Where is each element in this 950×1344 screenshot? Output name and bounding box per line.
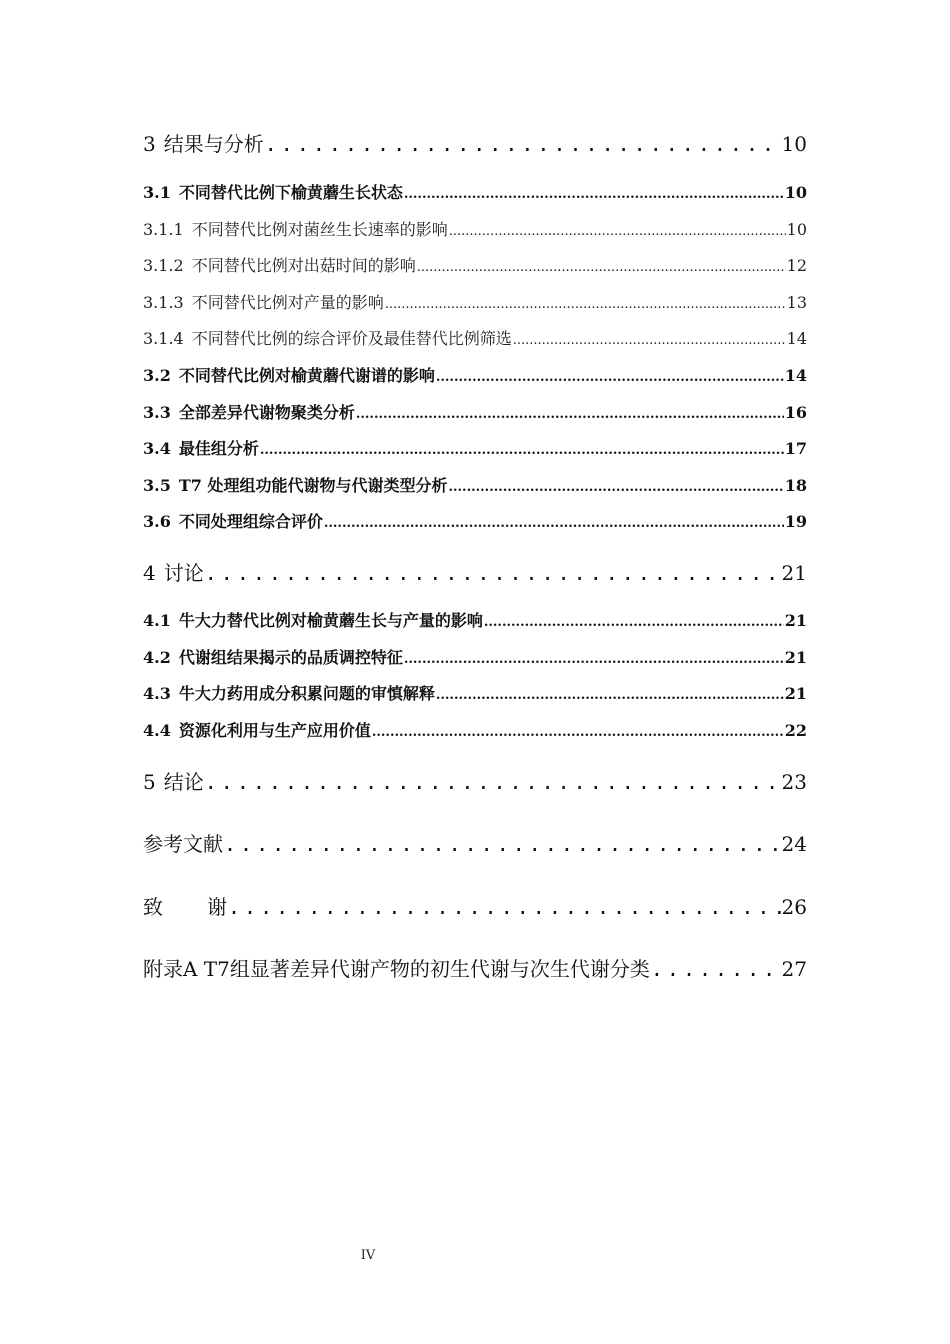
toc-entry-number: 3.2 — [143, 366, 171, 385]
toc-entry-page: 21 — [781, 561, 807, 585]
dot-leader — [356, 407, 784, 422]
toc-entry-page: 10 — [786, 220, 807, 239]
toc-entry-title: 不同替代比例下榆黄蘑生长状态 — [178, 183, 403, 202]
toc-entry-number: 3.1.2 — [143, 256, 184, 275]
dot-leader — [448, 480, 783, 495]
dot-leader — [404, 652, 784, 667]
toc-entry-page: 18 — [784, 476, 807, 495]
toc-entry-number: 3.1 — [143, 183, 171, 202]
toc-entry-references[interactable] — [143, 828, 807, 857]
toc-entry-chapter-4[interactable] — [143, 557, 807, 586]
toc-entry-title: 资源化利用与生产应用价值 — [178, 721, 371, 740]
toc-entry-number: 3.6 — [143, 512, 171, 531]
toc-entry-title: 不同替代比例对出菇时间的影响 — [191, 256, 416, 275]
toc-entry-page: 23 — [781, 770, 807, 794]
dot-leader — [651, 957, 781, 981]
toc-entry-page: 10 — [781, 132, 807, 156]
toc-entry-page: 24 — [781, 832, 807, 856]
toc-entry-section-4-2[interactable] — [143, 645, 807, 668]
dot-leader — [205, 770, 781, 794]
toc-entry-subsection-3-1-2[interactable] — [143, 253, 807, 276]
toc-entry-section-4-4[interactable] — [143, 718, 807, 741]
toc-entry-title: 最佳组分析 — [178, 439, 259, 458]
toc-entry-number: 3.3 — [143, 403, 171, 422]
toc-entry-page: 12 — [786, 256, 807, 275]
toc-entry-page: 26 — [781, 895, 807, 919]
toc-entry-page: 13 — [786, 293, 807, 312]
toc-entry-title: 不同替代比例的综合评价及最佳替代比例筛选 — [191, 329, 512, 348]
dot-leader — [224, 832, 781, 856]
toc-entry-section-3-2[interactable] — [143, 363, 807, 386]
toc-entry-title: 不同替代比例对产量的影响 — [191, 293, 384, 312]
toc-entry-appendix-a[interactable] — [143, 953, 807, 982]
toc-entry-title: 参考文献 — [143, 832, 223, 856]
toc-entry-subsection-3-1-1[interactable] — [143, 217, 807, 240]
toc-entry-title: 牛大力替代比例对榆黄蘑生长与产量的影响 — [178, 611, 483, 630]
dot-leader — [417, 260, 786, 275]
dot-leader — [449, 224, 786, 239]
toc-entry-page: 14 — [786, 329, 807, 348]
toc-entry-title: 结果与分析 — [163, 132, 264, 156]
toc-entry-acknowledgements[interactable] — [143, 891, 807, 920]
toc-entry-number: 3.5 — [143, 476, 171, 495]
dot-leader — [372, 725, 784, 740]
toc-entry-number: 3.1.4 — [143, 329, 184, 348]
toc-entry-section-4-3[interactable] — [143, 681, 807, 704]
toc-entry-number: 5 — [143, 770, 156, 794]
toc-entry-section-3-1[interactable] — [143, 180, 807, 203]
toc-entry-page: 17 — [784, 439, 807, 458]
dot-leader — [265, 132, 781, 156]
toc-entry-title: 附录A T7组显著差异代谢产物的初生代谢与次生代谢分类 — [143, 957, 650, 981]
toc-entry-title: 不同处理组综合评价 — [178, 512, 323, 531]
page-number-footer: IV — [360, 1248, 376, 1263]
toc-entry-chapter-3[interactable] — [143, 128, 807, 157]
dot-leader — [260, 443, 784, 458]
dot-leader — [436, 688, 784, 703]
toc-entry-number: 3.1.3 — [143, 293, 184, 312]
toc-entry-number: 3.1.1 — [143, 220, 184, 239]
toc-entry-page: 21 — [784, 684, 807, 703]
toc-entry-page: 16 — [784, 403, 807, 422]
toc-entry-section-3-4[interactable] — [143, 436, 807, 459]
toc-entry-title: 不同替代比例对菌丝生长速率的影响 — [191, 220, 448, 239]
dot-leader — [404, 187, 784, 202]
toc-entry-title-part-2: 谢 — [207, 895, 227, 919]
toc-entry-number: 4.2 — [143, 648, 171, 667]
toc-entry-title: 讨论 — [163, 561, 204, 585]
toc-entry-title: 代谢组结果揭示的品质调控特征 — [178, 648, 403, 667]
dot-leader — [324, 516, 784, 531]
toc-entry-title: 结论 — [163, 770, 204, 794]
toc-entry-chapter-5[interactable] — [143, 766, 807, 795]
toc-entry-title: T7 处理组功能代谢物与代谢类型分析 — [178, 476, 448, 495]
toc-entry-number: 3.4 — [143, 439, 171, 458]
toc-entry-section-4-1[interactable] — [143, 608, 807, 631]
toc-entry-page: 27 — [781, 957, 807, 981]
toc-entry-page: 22 — [784, 721, 807, 740]
toc-entry-page: 10 — [784, 183, 807, 202]
toc-entry-page: 21 — [784, 648, 807, 667]
toc-entry-title: 牛大力药用成分积累问题的审慎解释 — [178, 684, 435, 703]
toc-entry-section-3-3[interactable] — [143, 400, 807, 423]
dot-leader — [385, 297, 786, 312]
toc-entry-title-part-1: 致 — [143, 895, 163, 919]
dot-leader — [513, 333, 786, 348]
toc-entry-number: 4.4 — [143, 721, 171, 740]
toc-entry-title: 全部差异代谢物聚类分析 — [178, 403, 355, 422]
dot-leader — [436, 370, 784, 385]
toc-entry-section-3-5[interactable] — [143, 473, 807, 496]
dot-leader — [484, 615, 784, 630]
toc-entry-number: 4.1 — [143, 611, 171, 630]
toc-entry-number: 3 — [143, 132, 156, 156]
toc-entry-section-3-6[interactable] — [143, 509, 807, 532]
toc-entry-number: 4 — [143, 561, 156, 585]
toc-entry-title: 不同替代比例对榆黄蘑代谢谱的影响 — [178, 366, 435, 385]
dot-leader — [205, 561, 781, 585]
toc-entry-page: 21 — [784, 611, 807, 630]
dot-leader — [228, 895, 781, 919]
toc-entry-number: 4.3 — [143, 684, 171, 703]
toc-entry-subsection-3-1-3[interactable] — [143, 290, 807, 313]
toc-entry-subsection-3-1-4[interactable] — [143, 326, 807, 349]
toc-entry-page: 19 — [784, 512, 807, 531]
toc-entry-page: 14 — [784, 366, 807, 385]
